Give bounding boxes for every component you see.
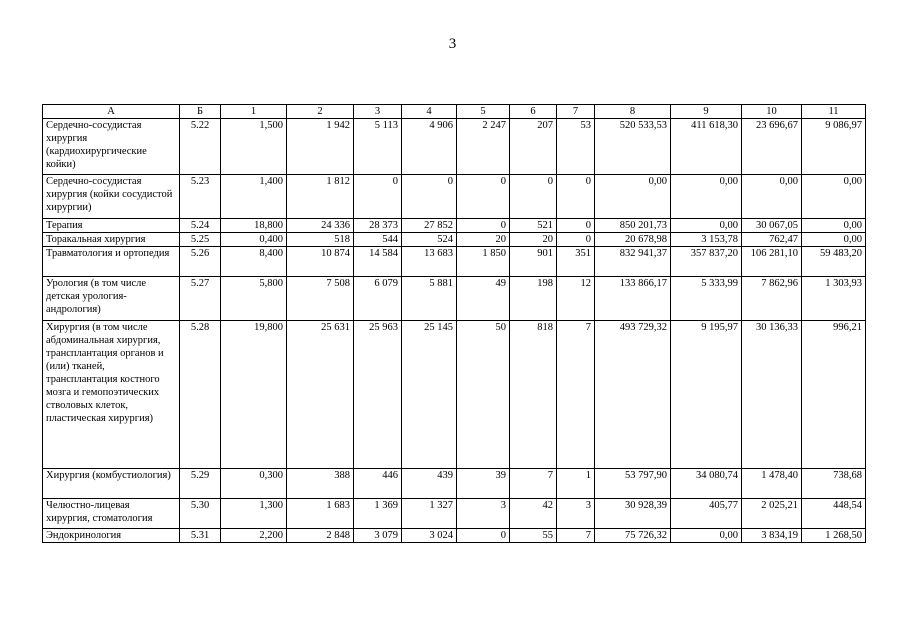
table-cell: 1 (557, 469, 595, 499)
table-cell: 53 (557, 119, 595, 175)
table-cell: 20 (457, 233, 510, 247)
table-cell: 39 (457, 469, 510, 499)
table-cell: 7 508 (287, 277, 354, 321)
table-cell: 0 (557, 219, 595, 233)
table-cell: 5 333,99 (671, 277, 742, 321)
row-label: Хирургия (в том числе абдоминальная хирургия, трансплантация органов и (или) тканей, трансплантация костного мозга и гемопоэтических стволовых клеток, пластическая хирургия) (43, 321, 180, 469)
table-cell: 133 866,17 (595, 277, 671, 321)
table-cell: 25 145 (402, 321, 457, 469)
table-row (43, 219, 866, 233)
table-cell: 5,800 (221, 277, 287, 321)
table-cell: 30 067,05 (742, 219, 802, 233)
row-label: Челюстно-лицевая хирургия, стоматология (43, 499, 180, 529)
table-cell: 1 478,40 (742, 469, 802, 499)
table-cell: 0,00 (671, 529, 742, 543)
row-label: Сердечно-сосудистая хирургия (кардиохирургические койки) (43, 119, 180, 175)
table-cell: 59 483,20 (802, 247, 866, 277)
table-cell: 738,68 (802, 469, 866, 499)
table-cell: 2 848 (287, 529, 354, 543)
column-header: 11 (802, 105, 866, 119)
table-cell: 207 (510, 119, 557, 175)
column-header: 1 (221, 105, 287, 119)
table-cell: 0 (457, 219, 510, 233)
table-cell: 0,00 (595, 175, 671, 219)
table-cell: 1 369 (354, 499, 402, 529)
table-cell: 12 (557, 277, 595, 321)
table-cell: 9 086,97 (802, 119, 866, 175)
row-label: Хирургия (комбустиология) (43, 469, 180, 499)
table-cell: 1,300 (221, 499, 287, 529)
column-header: 8 (595, 105, 671, 119)
row-code: 5.24 (180, 219, 221, 233)
table-cell: 1 268,50 (802, 529, 866, 543)
table-cell: 42 (510, 499, 557, 529)
table-cell: 7 862,96 (742, 277, 802, 321)
table-cell: 1 303,93 (802, 277, 866, 321)
table-cell: 8,400 (221, 247, 287, 277)
table-cell: 1 850 (457, 247, 510, 277)
row-label: Урология (в том числе детская урология-андрология) (43, 277, 180, 321)
table-cell: 25 963 (354, 321, 402, 469)
table-cell: 3 024 (402, 529, 457, 543)
column-header: Б (180, 105, 221, 119)
table-cell: 411 618,30 (671, 119, 742, 175)
column-header: 2 (287, 105, 354, 119)
table-cell: 106 281,10 (742, 247, 802, 277)
table-cell: 0,400 (221, 233, 287, 247)
row-label: Терапия (43, 219, 180, 233)
table-cell: 0 (557, 175, 595, 219)
table-cell: 351 (557, 247, 595, 277)
table-cell: 357 837,20 (671, 247, 742, 277)
table-cell: 34 080,74 (671, 469, 742, 499)
table-cell: 50 (457, 321, 510, 469)
row-code: 5.26 (180, 247, 221, 277)
table-cell: 0,00 (802, 233, 866, 247)
table-row (43, 175, 866, 219)
table-row (43, 233, 866, 247)
table-cell: 4 906 (402, 119, 457, 175)
table-cell: 818 (510, 321, 557, 469)
table-cell: 24 336 (287, 219, 354, 233)
row-code: 5.29 (180, 469, 221, 499)
table-cell: 7 (510, 469, 557, 499)
table-cell: 0 (402, 175, 457, 219)
table-cell: 5 881 (402, 277, 457, 321)
table-cell: 28 373 (354, 219, 402, 233)
table-cell: 996,21 (802, 321, 866, 469)
table-cell: 0,300 (221, 469, 287, 499)
table-row (43, 469, 866, 499)
row-label: Эндокринология (43, 529, 180, 543)
table-cell: 198 (510, 277, 557, 321)
table-cell: 762,47 (742, 233, 802, 247)
table-cell: 2,200 (221, 529, 287, 543)
row-code: 5.30 (180, 499, 221, 529)
table-cell: 850 201,73 (595, 219, 671, 233)
table-row (43, 277, 866, 321)
table-cell: 520 533,53 (595, 119, 671, 175)
table-cell: 1,400 (221, 175, 287, 219)
table-cell: 521 (510, 219, 557, 233)
column-header: 4 (402, 105, 457, 119)
column-header: 6 (510, 105, 557, 119)
table-cell: 1,500 (221, 119, 287, 175)
table-row (43, 499, 866, 529)
table-cell: 0,00 (802, 219, 866, 233)
table-cell: 53 797,90 (595, 469, 671, 499)
table-cell: 30 928,39 (595, 499, 671, 529)
column-header: 7 (557, 105, 595, 119)
table-cell: 1 942 (287, 119, 354, 175)
row-code: 5.23 (180, 175, 221, 219)
table-cell: 0 (510, 175, 557, 219)
table-cell: 3 153,78 (671, 233, 742, 247)
table-cell: 5 113 (354, 119, 402, 175)
table-cell: 0 (457, 529, 510, 543)
table-cell: 439 (402, 469, 457, 499)
table-cell: 55 (510, 529, 557, 543)
table-cell: 448,54 (802, 499, 866, 529)
table-cell: 0 (457, 175, 510, 219)
table-cell: 3 834,19 (742, 529, 802, 543)
table-cell: 446 (354, 469, 402, 499)
row-label: Травматология и ортопедия (43, 247, 180, 277)
table-cell: 405,77 (671, 499, 742, 529)
table-cell: 2 247 (457, 119, 510, 175)
table-cell: 832 941,37 (595, 247, 671, 277)
row-code: 5.25 (180, 233, 221, 247)
table-cell: 0,00 (742, 175, 802, 219)
table-cell: 14 584 (354, 247, 402, 277)
table-cell: 0,00 (671, 219, 742, 233)
table-cell: 6 079 (354, 277, 402, 321)
table-cell: 3 079 (354, 529, 402, 543)
column-header: 3 (354, 105, 402, 119)
table-cell: 13 683 (402, 247, 457, 277)
table-cell: 25 631 (287, 321, 354, 469)
table-cell: 388 (287, 469, 354, 499)
table-cell: 0,00 (671, 175, 742, 219)
table-cell: 19,800 (221, 321, 287, 469)
table-cell: 0 (557, 233, 595, 247)
data-table (42, 104, 866, 543)
column-header: 10 (742, 105, 802, 119)
table-cell: 3 (557, 499, 595, 529)
table-cell: 9 195,97 (671, 321, 742, 469)
table-cell: 10 874 (287, 247, 354, 277)
table-cell: 518 (287, 233, 354, 247)
table-cell: 75 726,32 (595, 529, 671, 543)
table-cell: 20 (510, 233, 557, 247)
row-code: 5.27 (180, 277, 221, 321)
table-cell: 3 (457, 499, 510, 529)
table-cell: 0,00 (802, 175, 866, 219)
table-cell: 23 696,67 (742, 119, 802, 175)
table-row (43, 119, 866, 175)
table-cell: 2 025,21 (742, 499, 802, 529)
table-row (43, 529, 866, 543)
row-code: 5.28 (180, 321, 221, 469)
row-label: Торакальная хирургия (43, 233, 180, 247)
table-cell: 901 (510, 247, 557, 277)
table-cell: 30 136,33 (742, 321, 802, 469)
table-cell: 27 852 (402, 219, 457, 233)
row-code: 5.31 (180, 529, 221, 543)
table-cell: 7 (557, 321, 595, 469)
table-row (43, 247, 866, 277)
column-header: А (43, 105, 180, 119)
row-label: Сердечно-сосудистая хирургия (койки сосудистой хирургии) (43, 175, 180, 219)
table-cell: 544 (354, 233, 402, 247)
table-cell: 1 683 (287, 499, 354, 529)
table-header-row (43, 105, 866, 119)
table-cell: 0 (354, 175, 402, 219)
table-cell: 18,800 (221, 219, 287, 233)
table-cell: 20 678,98 (595, 233, 671, 247)
table-cell: 49 (457, 277, 510, 321)
page-number: 3 (448, 36, 457, 52)
table-cell: 1 812 (287, 175, 354, 219)
column-header: 9 (671, 105, 742, 119)
table-cell: 524 (402, 233, 457, 247)
table-row (43, 321, 866, 469)
table-cell: 1 327 (402, 499, 457, 529)
table-cell: 493 729,32 (595, 321, 671, 469)
table-cell: 7 (557, 529, 595, 543)
row-code: 5.22 (180, 119, 221, 175)
column-header: 5 (457, 105, 510, 119)
